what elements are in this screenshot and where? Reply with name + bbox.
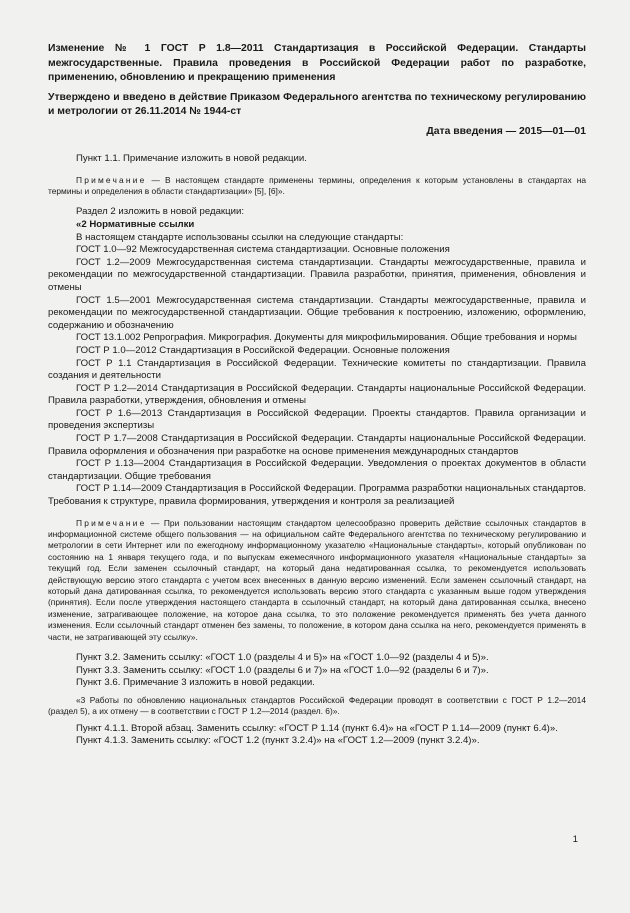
reference-item: ГОСТ 1.5—2001 Межгосударственная система стандартизации. Стандарты межгосударственные, правила и рекомендации по межгосударственной стандартизации. Общие требования к построению, изложению, оформлению, содержанию и обозначению <box>48 294 586 331</box>
reference-item: ГОСТ Р 1.1 Стандартизация в Российской Федерации. Технические комитеты по стандартизации. Правила создания и деятельности <box>48 357 586 382</box>
reference-item: ГОСТ Р 1.13—2004 Стандартизация в Российской Федерации. Уведомления о проектах документов в области стандартизации. Общие требования <box>48 458 586 482</box>
reference-item: ГОСТ Р 1.0—2012 Стандартизация в Российской Федерации. Основные положения <box>76 344 450 356</box>
section-heading: «2 Нормативные ссылки <box>76 218 195 230</box>
reference-item: ГОСТ 1.0—92 Межгосударственная система стандартизации. Основные положения <box>76 244 450 256</box>
item-1-1: Пункт 1.1. Примечание изложить в новой редакции. <box>76 152 307 164</box>
references-intro: В настоящем стандарте использованы ссылки на следующие стандарты: <box>76 231 404 243</box>
reference-item: ГОСТ Р 1.2—2014 Стандартизация в Российской Федерации. Стандарты национальные Российской Федерации. Правила разработки, утверждения, обновления и отмены <box>48 382 586 407</box>
reference-item: ГОСТ 1.2—2009 Межгосударственная система стандартизации. Стандарты межгосударственные, правила и рекомендации по межгосударственной стандартизации. Правила разработки, принятия, применения, обновления и отмены <box>48 256 586 293</box>
item-3-6: Пункт 3.6. Примечание 3 изложить в новой редакции. <box>76 677 315 689</box>
section-2-intro: Раздел 2 изложить в новой редакции: <box>76 206 245 218</box>
reference-item: ГОСТ Р 1.6—2013 Стандартизация в Российской Федерации. Проекты стандартов. Правила организации и проведения экспертизы <box>48 407 586 432</box>
reference-item: ГОСТ Р 1.7—2008 Стандартизация в Российской Федерации. Стандарты национальные Российской Федерации. Правила оформления и обозначения при разработке на основе применения международных стандартов <box>48 433 586 457</box>
item-4-1-3: Пункт 4.1.3. Заменить ссылку: «ГОСТ 1.2 (пункт 3.2.4)» на «ГОСТ 1.2—2009 (пункт 3.2.4)». <box>76 735 480 747</box>
item-4-1-1: Пункт 4.1.1. Второй абзац. Заменить ссылку: «ГОСТ Р 1.14 (пункт 6.4)» на «ГОСТ Р 1.14—2009 (пункт 6.4)». <box>76 722 558 734</box>
note-2-label: Примечание <box>76 517 147 528</box>
note-1-text: — В настоящем стандарте применены термины, определения к которым установлены в стандартах на термины и определения в области стандартизации» [5], [6]». <box>48 174 586 196</box>
reference-item: ГОСТ 13.1.002 Репрография. Микрография. Документы для микрофильмирования. Общие требования и нормы <box>76 332 577 344</box>
item-3-2: Пункт 3.2. Заменить ссылку: «ГОСТ 1.0 (разделы 4 и 5)» на «ГОСТ 1.0—92 (разделы 4 и 5)». <box>76 652 489 664</box>
page-number: 1 <box>572 834 578 845</box>
note-1 <box>48 175 586 198</box>
note-1-label: Примечание <box>76 174 147 185</box>
amendment-title: Изменение № 1 ГОСТ Р 1.8—2011 Стандартизация в Российской Федерации. Стандарты межгосударственные. Правила проведения в Российской Федерации работ по разработке, применению, обновлению и прекращению применения <box>48 43 586 84</box>
effective-date: Дата введения — 2015—01—01 <box>426 125 586 137</box>
note-2-text: — При пользовании настоящим стандартом целесообразно проверить действие ссылочных стандартов в информационной системе общего пользования — на официальном сайте Федерального агентства по техническому регулированию и метрологии в сети Интернет или по ежегодному информационному указателю «Национальные стандарты», который опубликован по состоянию на 1 января текущего года, и по выпускам ежемесячного информационного указателя «Национальные стандарты» за текущий год. Если заменен ссылочный стандарт, на который дана недатированная ссылка, то рекомендуется использовать действующую версию этого стандарта с учетом всех внесенных в данную версию изменений. Если заменен ссылочный стандарт, на который дана датированная ссылка, то рекомендуется использовать версию этого стандарта с указанным выше годом утверждения (принятия). Если после утверждения настоящего стандарта в ссылочный стандарт, на который дана датированная ссылка, внесено изменение, затрагивающее положение, на которое дана ссылка, то это положение рекомендуется применять без учета данного изменения. Если ссылочный стандарт отменен без замены, то положение, в котором дана ссылка на него, рекомендуется применять в части, не затрагивающей эту ссылку». <box>48 517 586 642</box>
reference-item: ГОСТ Р 1.14—2009 Стандартизация в Российской Федерации. Программа разработки национальных стандартов. Требования к структуре, правила формирования, утверждения и контроля за реализацией <box>48 483 586 508</box>
note-2 <box>48 518 586 643</box>
note-3: «3 Работы по обновлению национальных стандартов Российской Федерации проводят в соответствии с ГОСТ Р 1.2—2014 (раздел 5), а их отмену — в соответствии с ГОСТ Р 1.2—2014 (раздел. 6)». <box>48 694 586 717</box>
item-3-3: Пункт 3.3. Заменить ссылку: «ГОСТ 1.0 (разделы 6 и 7)» на «ГОСТ 1.0—92 (разделы 6 и 7)». <box>76 664 489 676</box>
approval-line: Утверждено и введено в действие Приказом Федерального агентства по техническому регулированию и метрологии от 26.11.2014 № 1944-ст <box>48 91 586 118</box>
